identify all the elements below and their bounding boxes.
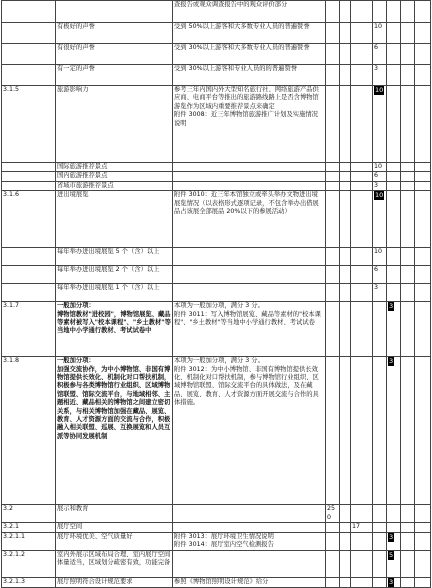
- row-blank: [340, 505, 351, 523]
- row-sub: 17: [351, 523, 373, 532]
- row-score: [373, 532, 387, 550]
- row-sub: [351, 191, 373, 248]
- row-code: [2, 248, 56, 266]
- row-blank: [415, 1, 431, 23]
- row-score: 10: [373, 23, 387, 44]
- row-item: 展厅环境优美、空气质量好: [56, 532, 173, 550]
- row-total: [326, 163, 340, 172]
- row-code: 3.1.5: [2, 86, 56, 163]
- row-sub: [351, 1, 373, 23]
- row-blank: [401, 248, 415, 266]
- score-badge: 10: [375, 86, 384, 94]
- row-total: [326, 44, 340, 65]
- row-blank: [340, 181, 351, 190]
- row-score: [373, 302, 387, 357]
- table-row: [2, 284, 431, 302]
- row-description: [173, 523, 326, 532]
- row-total: [326, 532, 340, 550]
- score-badge: 5: [389, 550, 394, 559]
- row-blank: [401, 284, 415, 302]
- row-code: 3.2.1.3: [2, 577, 56, 587]
- row-mark: [387, 357, 401, 505]
- row-item: 进出境展览: [56, 191, 173, 248]
- row-item: 一般加分项： 博物馆教材"进校园"，博物馆展览、藏品等素材被写入"校本课程"、"乡土教材"等当地中小学通行教材、考试试卷中: [56, 302, 173, 357]
- table-row: [2, 86, 431, 163]
- row-blank: [387, 163, 401, 172]
- row-sub: [351, 505, 373, 523]
- row-item: 一般加分项： 加强交流协作，为中小博物馆、非国有博物馆提供长效化、机制化对口帮扶机制，积极参与各类博物馆行业组织、区域博物馆联盟、馆际交流平台，与地域相邻、主题相近、藏品相关的博物馆之间建立密切关系，与相关博物馆加强在藏品、展览、教育、人才资源方面的交流与合作，积极融入相关联盟、巡展、互换展览和人员互派等协同发展机制: [56, 357, 173, 505]
- row-blank: [415, 357, 431, 505]
- row-code: [2, 23, 56, 44]
- row-blank: [415, 65, 431, 86]
- row-blank: [401, 550, 415, 577]
- row-sub: [351, 302, 373, 357]
- row-score: [373, 550, 387, 577]
- table-row: [2, 302, 431, 357]
- row-description: 参考三年内国内外大型知名旅行社、网络旅游产品供应商、电商平台等推出的旅游路线路上是否含博物馆游览作为区域内重要推荐景点来确定 附件 3008：近三年博物馆旅游推广计划及实施情况说明: [173, 86, 326, 163]
- row-blank: [415, 163, 431, 172]
- row-blank: [340, 172, 351, 181]
- row-blank: [340, 266, 351, 284]
- row-sub: [351, 532, 373, 550]
- row-description: 查报告或观众调查报告中的观众评价部分: [173, 1, 326, 23]
- row-blank: [401, 302, 415, 357]
- row-description: 受到 30%以上游客和专业人员的的普遍赞誉: [173, 65, 326, 86]
- row-blank: [387, 523, 401, 532]
- row-score: 3: [373, 181, 387, 190]
- row-blank: [387, 65, 401, 86]
- table-row: [2, 248, 431, 266]
- row-blank: [387, 181, 401, 190]
- row-blank: [415, 550, 431, 577]
- row-code: [2, 181, 56, 190]
- row-blank: [387, 505, 401, 523]
- row-description: 本项为一般加分项，满分 3 分。 附件 3012：为中小博物馆、非国有博物馆提供长效化、机制化对口帮扶机制，参与博物馆行业组织、区域博物馆联盟、馆际交流平台的具体做法，及在藏品、展览、教育、人才资源方面开展交流与合作的具体措施。: [173, 357, 326, 505]
- row-score: 10: [373, 248, 387, 266]
- row-blank: [401, 163, 415, 172]
- row-score: 6: [373, 266, 387, 284]
- row-code: [2, 65, 56, 86]
- row-blank: [401, 44, 415, 65]
- row-blank: [401, 505, 415, 523]
- row-sub: [351, 65, 373, 86]
- row-code: [2, 44, 56, 65]
- row-blank: [387, 284, 401, 302]
- row-score: [373, 1, 387, 23]
- row-sub: [351, 181, 373, 190]
- scoring-table: [1, 0, 431, 588]
- row-sub: [351, 248, 373, 266]
- row-score: [373, 86, 387, 163]
- row-mark: [387, 577, 401, 587]
- row-blank: [415, 532, 431, 550]
- row-item: 有极好的声誉: [56, 23, 173, 44]
- row-sub: [351, 284, 373, 302]
- row-blank: [340, 248, 351, 266]
- row-code: [2, 266, 56, 284]
- row-code: 3.1.7: [2, 302, 56, 357]
- row-score: 3: [373, 284, 387, 302]
- row-code: 3.1.8: [2, 357, 56, 505]
- row-item: 每年举办进出境展览 2 个（含）以上: [56, 266, 173, 284]
- row-mark: [387, 550, 401, 577]
- row-code: 3.2.1: [2, 523, 56, 532]
- row-description: 参照《博物馆照明设计规范》给分: [173, 577, 326, 587]
- row-blank: [340, 532, 351, 550]
- row-total: [326, 266, 340, 284]
- row-blank: [401, 1, 415, 23]
- row-sub: [351, 23, 373, 44]
- table-row: [2, 191, 431, 248]
- row-total: [326, 523, 340, 532]
- row-total: [326, 550, 340, 577]
- table-row: [2, 550, 431, 577]
- row-score: [373, 357, 387, 505]
- row-total: [326, 302, 340, 357]
- row-code: 3.2.1.2: [2, 550, 56, 577]
- row-item: 展厅空间: [56, 523, 173, 532]
- row-blank: [401, 191, 415, 248]
- table-row: [2, 65, 431, 86]
- row-item: 旅游影响力: [56, 86, 173, 163]
- row-description: [173, 248, 326, 266]
- row-description: [173, 266, 326, 284]
- row-sub: [351, 172, 373, 181]
- row-description: 附件 3013：展厅环境卫生情况说明 附件 3014：展厅室内空气检测报告: [173, 532, 326, 550]
- row-blank: [340, 163, 351, 172]
- row-blank: [340, 550, 351, 577]
- row-blank: [401, 181, 415, 190]
- row-blank: [415, 86, 431, 163]
- row-blank: [387, 1, 401, 23]
- row-blank: [415, 302, 431, 357]
- table-row: [2, 181, 431, 190]
- row-score: 6: [373, 44, 387, 65]
- row-code: [2, 172, 56, 181]
- row-blank: [340, 577, 351, 587]
- row-blank: [401, 357, 415, 505]
- row-code: [2, 1, 56, 23]
- table-row: [2, 1, 431, 23]
- row-blank: [340, 65, 351, 86]
- table-row: [2, 23, 431, 44]
- row-score: [373, 523, 387, 532]
- score-badge: 3: [389, 357, 394, 366]
- row-description: 附件 3010：近三年本馆独立或牵头举办文物进出境展览情况（以表格形式逐项记录，不包含举办出借展品占该展全部展品 20%以下的参展活动）: [173, 191, 326, 248]
- table-row: [2, 505, 431, 523]
- row-blank: [415, 248, 431, 266]
- row-description: 受到 50%以上游客和大多数专业人员的普遍赞誉: [173, 23, 326, 44]
- row-description: [173, 181, 326, 190]
- row-description: [173, 163, 326, 172]
- row-mark: [387, 532, 401, 550]
- row-description: [173, 172, 326, 181]
- row-score: 10: [373, 163, 387, 172]
- row-description: [173, 505, 326, 523]
- row-description: [173, 550, 326, 577]
- row-item: 每年举办进出境展览 5 个（含）以上: [56, 248, 173, 266]
- row-blank: [415, 284, 431, 302]
- row-total: [326, 23, 340, 44]
- row-item: 展示和教育: [56, 505, 173, 523]
- row-blank: [340, 1, 351, 23]
- row-blank: [387, 266, 401, 284]
- row-blank: [340, 86, 351, 163]
- row-total: [326, 284, 340, 302]
- score-badge: 3: [389, 302, 394, 311]
- row-sub: [351, 163, 373, 172]
- table-row: [2, 172, 431, 181]
- row-blank: [340, 523, 351, 532]
- row-blank: [401, 532, 415, 550]
- row-total: [326, 181, 340, 190]
- row-total: [326, 65, 340, 86]
- row-item: 省域市旅游推荐景点: [56, 181, 173, 190]
- score-badge: 3: [389, 577, 394, 586]
- row-blank: [387, 86, 401, 163]
- row-blank: [415, 181, 431, 190]
- row-item: 每年举办进出境展览 1 个（含）以上: [56, 284, 173, 302]
- row-score: [373, 577, 387, 587]
- row-description: 受到 30%以上游客和大多数专业人员的普遍赞誉: [173, 44, 326, 65]
- score-badge: 3: [389, 532, 394, 541]
- table-row: [2, 357, 431, 505]
- row-total: [326, 86, 340, 163]
- table-row: [2, 523, 431, 532]
- row-sub: [351, 266, 373, 284]
- row-blank: [401, 266, 415, 284]
- row-blank: [401, 65, 415, 86]
- row-score: 6: [373, 172, 387, 181]
- row-blank: [401, 172, 415, 181]
- row-blank: [415, 191, 431, 248]
- row-code: [2, 163, 56, 172]
- row-blank: [401, 23, 415, 44]
- row-code: 3.2: [2, 505, 56, 523]
- table-row: [2, 163, 431, 172]
- row-blank: [415, 577, 431, 587]
- row-blank: [415, 23, 431, 44]
- row-total: 25 0: [326, 505, 340, 523]
- row-blank: [401, 86, 415, 163]
- row-sub: [351, 550, 373, 577]
- row-sub: [351, 86, 373, 163]
- table-row: [2, 532, 431, 550]
- row-blank: [340, 44, 351, 65]
- row-code: 3.1.6: [2, 191, 56, 248]
- row-blank: [401, 523, 415, 532]
- row-mark: [387, 302, 401, 357]
- row-description: 本项为一般加分项，满分 3 分。 附件 3011：写入博物馆展览、藏品等素材的"校本课程"、"乡土教材"等当地中小学通行教材、考试试卷: [173, 302, 326, 357]
- row-blank: [415, 505, 431, 523]
- row-item: 室内外展示区域布局合理、室内展厅空间体量适当，区域划分疏密有致，功能完备: [56, 550, 173, 577]
- row-blank: [340, 284, 351, 302]
- row-blank: [401, 577, 415, 587]
- row-item: 有一定的声誉: [56, 65, 173, 86]
- row-total: [326, 577, 340, 587]
- row-blank: [340, 357, 351, 505]
- row-blank: [415, 172, 431, 181]
- row-blank: [387, 23, 401, 44]
- row-score: [373, 191, 387, 248]
- row-code: [2, 284, 56, 302]
- row-code: 3.2.1.1: [2, 532, 56, 550]
- row-blank: [340, 23, 351, 44]
- row-blank: [387, 172, 401, 181]
- row-item: 国内旅游推荐景点: [56, 172, 173, 181]
- row-item: [56, 1, 173, 23]
- table-row: [2, 266, 431, 284]
- row-item: 展厅照明符合设计规范要求: [56, 577, 173, 587]
- row-sub: [351, 44, 373, 65]
- row-total: [326, 172, 340, 181]
- row-item: 国际旅游推荐景点: [56, 163, 173, 172]
- row-blank: [415, 266, 431, 284]
- table-row: [2, 577, 431, 587]
- row-blank: [415, 523, 431, 532]
- row-blank: [387, 191, 401, 248]
- row-total: [326, 1, 340, 23]
- row-blank: [415, 44, 431, 65]
- row-score: 3: [373, 65, 387, 86]
- row-description: [173, 284, 326, 302]
- row-total: [326, 357, 340, 505]
- row-blank: [387, 44, 401, 65]
- row-sub: [351, 577, 373, 587]
- row-sub: [351, 357, 373, 505]
- row-item: 有很好的声誉: [56, 44, 173, 65]
- row-score: [373, 505, 387, 523]
- row-blank: [340, 191, 351, 248]
- row-total: [326, 191, 340, 248]
- score-badge: 10: [375, 191, 384, 200]
- row-total: [326, 248, 340, 266]
- row-blank: [340, 302, 351, 357]
- table-row: [2, 44, 431, 65]
- row-blank: [387, 248, 401, 266]
